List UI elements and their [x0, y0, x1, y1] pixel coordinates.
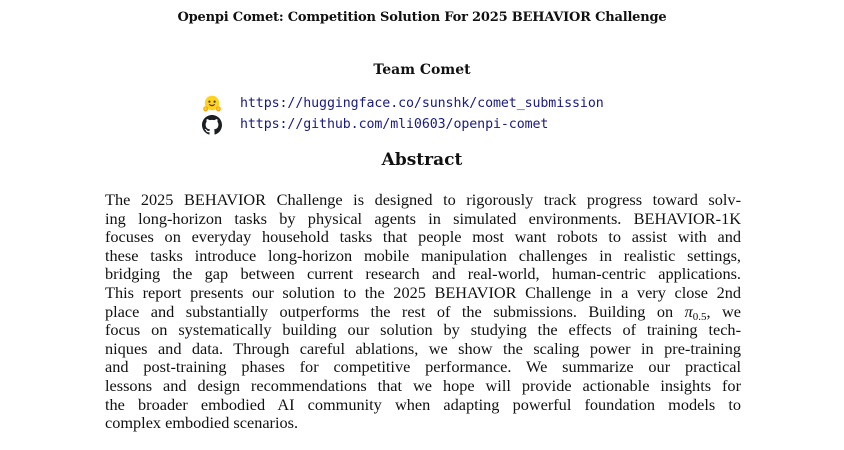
pi-symbol: π — [684, 301, 693, 321]
github-icon — [202, 115, 222, 135]
abstract-line: focuses on everyday household tasks that people most want robots to assist with and — [105, 227, 741, 247]
abstract-line: bridging the gap between current research and real-world, human-centric applications. — [105, 264, 741, 284]
abstract-line-text: , we — [706, 301, 741, 321]
pi-subscript: 0.5 — [692, 310, 707, 323]
author-name: Team Comet — [373, 62, 471, 78]
abstract-body — [105, 191, 741, 433]
abstract-line: This report presents our solution to the 2025 BEHAVIOR Challenge in a very close 2nd — [105, 282, 741, 302]
abstract-line: niques and data. Through careful ablations, we show the scaling power in pre-training — [105, 338, 741, 358]
abstract-line: The 2025 BEHAVIOR Challenge is designed to rigorously track progress toward solv- — [105, 190, 741, 209]
abstract-line: and post-training phases for competitive performance. We summarize our practical — [105, 357, 741, 377]
huggingface-url-link[interactable]: https://huggingface.co/sunshk/comet_submission — [240, 96, 604, 111]
huggingface-link-row[interactable] — [202, 93, 604, 114]
abstract-line: the broader embodied AI community when adapting powerful foundation models to — [105, 394, 741, 414]
abstract-heading: Abstract — [381, 150, 463, 170]
links-block — [202, 93, 604, 135]
github-link-row[interactable] — [202, 114, 604, 135]
paper-title: Openpi Comet: Competition Solution For 2025 BEHAVIOR Challenge — [177, 10, 667, 25]
abstract-line-text: place and substantially outperforms the rest of the submissions. Building on — [105, 301, 685, 321]
abstract-line: focus on systematically building our solution by studying the effects of training tech- — [105, 320, 741, 340]
abstract-line-with-pi — [105, 303, 741, 322]
github-url-link[interactable]: https://github.com/mli0603/openpi-comet — [240, 117, 549, 132]
abstract-line: ing long-horizon tasks by physical agents in simulated environments. BEHAVIOR-1K — [105, 208, 741, 228]
abstract-line: lessons and design recommendations that we hope will provide actionable insights for — [105, 375, 741, 395]
hugging-face-emoji-icon — [202, 94, 222, 114]
abstract-line: these tasks introduce long-horizon mobile manipulation challenges in realistic settings, — [105, 245, 741, 265]
abstract-line: complex embodied scenarios. — [105, 413, 299, 433]
